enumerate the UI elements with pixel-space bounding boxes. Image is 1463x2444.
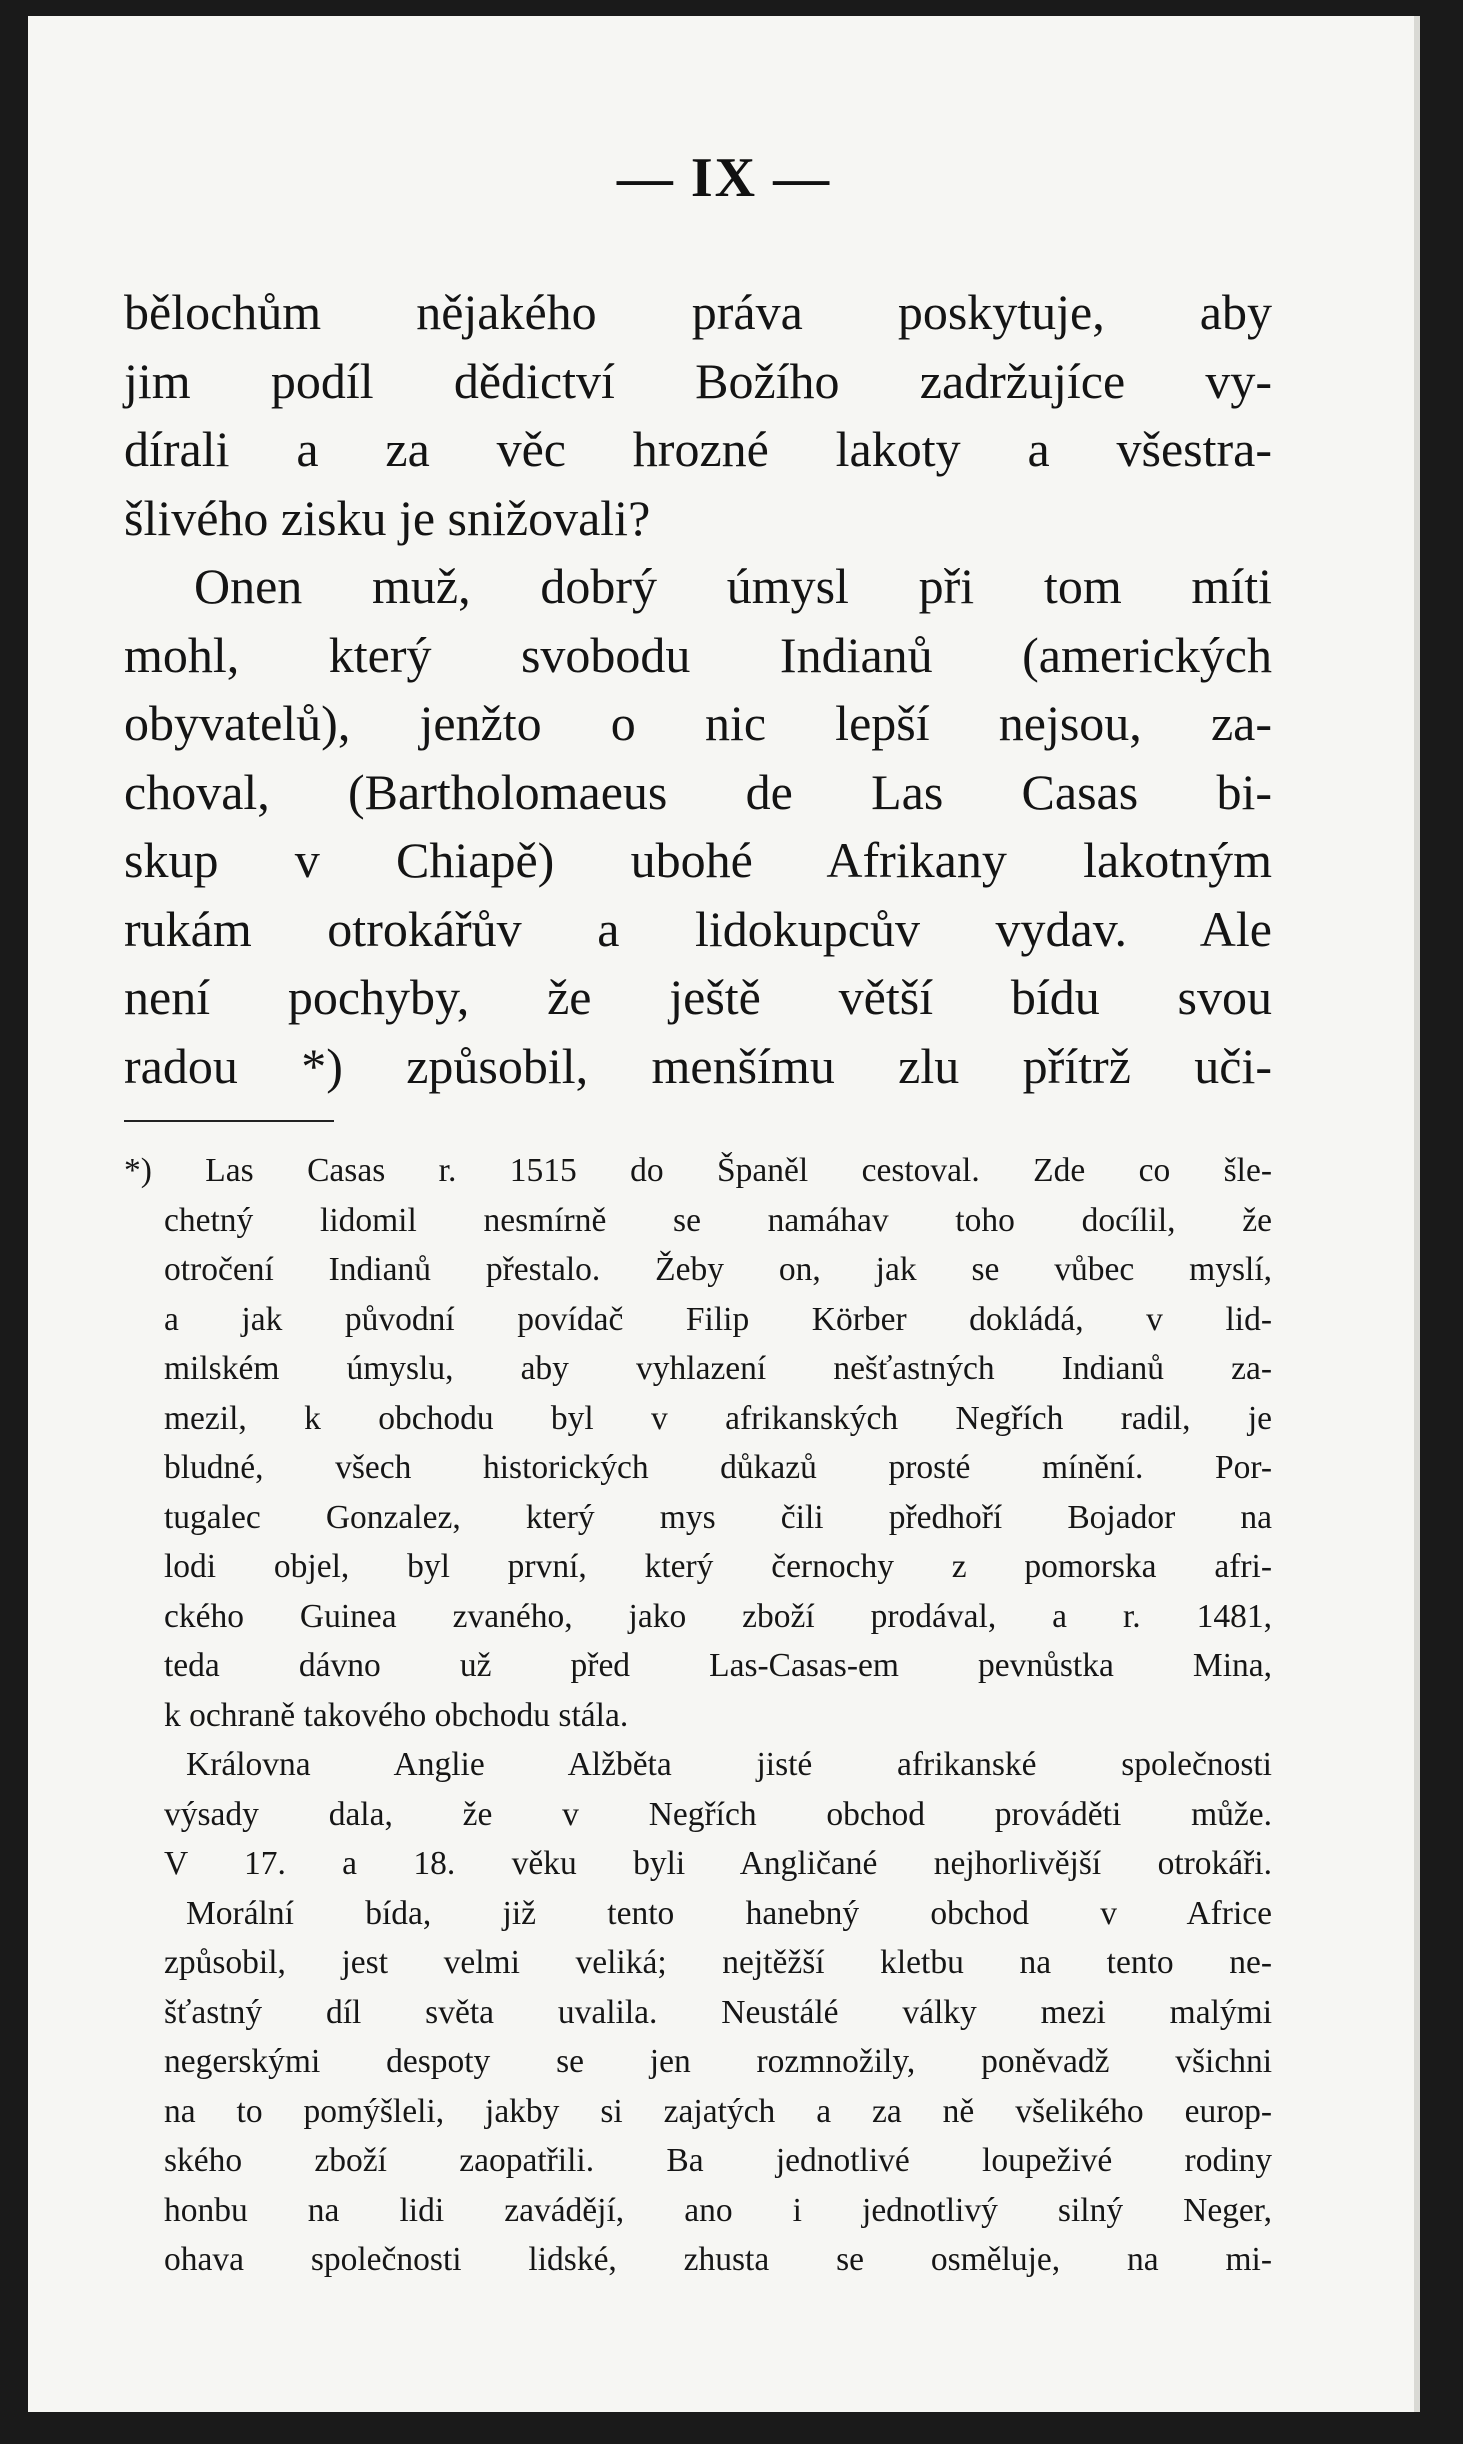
main-line: Onen muž, dobrý úmysl při tom míti bbox=[194, 558, 1272, 614]
footnote-line: ckého Guinea zvaného, jako zboží prodával, a r. 1481, bbox=[164, 1597, 1272, 1635]
footnote-line: V 17. a 18. věku byli Angličané nejhorlivější otrokáři. bbox=[164, 1845, 1272, 1882]
footnote-line: bludné, všech historických důkazů prosté mínění. Por- bbox=[164, 1449, 1272, 1486]
book-page bbox=[28, 16, 1420, 2412]
main-line: radou *) způsobil, menšímu zlu přítrž uči- bbox=[124, 1037, 1272, 1094]
footnote-line: k ochraně takového obchodu stála. bbox=[164, 1696, 629, 1734]
main-line: není pochyby, že ještě větší bídu svou bbox=[124, 969, 1272, 1025]
footnote-line: *) Las Casas r. 1515 do Španěl cestoval. Zde co šle- bbox=[124, 1152, 1272, 1189]
footnote-line: teda dávno už před Las-Casas-em pevnůstka Mina, bbox=[164, 1647, 1272, 1684]
main-line: šlivého zisku je snižovali? bbox=[124, 489, 651, 546]
footnote-line: ohava společnosti lidské, zhusta se osměluje, na mi- bbox=[164, 2241, 1272, 2278]
page-edge bbox=[1414, 16, 1420, 2412]
footnote-line: ského zboží zaopatřili. Ba jednotlivé loupeživé rodiny bbox=[164, 2142, 1272, 2179]
footnote-line: na to pomýšleli, jakby si zajatých a za ně všelikého europ- bbox=[164, 2092, 1272, 2130]
footnote-line: Morální bída, již tento hanebný obchod v Africe bbox=[186, 1894, 1272, 1932]
footnote-line: milském úmyslu, aby vyhlazení nešťastných Indianů za- bbox=[164, 1350, 1272, 1387]
footnote-line: šťastný díl světa uvalila. Neustálé války mezi malými bbox=[164, 1993, 1272, 2031]
footnote-line: negerskými despoty se jen rozmnožily, poněvadž všichni bbox=[164, 2043, 1272, 2080]
footnote-divider bbox=[124, 1120, 334, 1122]
footnote-line: honbu na lidi zavádějí, ano i jednotlivý silný Neger, bbox=[164, 2191, 1272, 2229]
main-line: bělochům nějakého práva poskytuje, aby bbox=[124, 284, 1272, 340]
footnotes bbox=[124, 1146, 1272, 2285]
footnote-line: lodi objel, byl první, který černochy z pomorska afri- bbox=[164, 1548, 1272, 1585]
main-line: choval, (Bartholomaeus de Las Casas bi- bbox=[124, 763, 1272, 820]
main-text bbox=[124, 278, 1272, 1100]
main-line: obyvatelů), jenžto o nic lepší nejsou, za- bbox=[124, 695, 1272, 751]
main-line: dírali a za věc hrozné lakoty a všestra- bbox=[124, 421, 1272, 477]
footnote-line: tugalec Gonzalez, který mys čili předhoří Bojador na bbox=[164, 1498, 1272, 1536]
footnote-line: mezil, k obchodu byl v afrikanských Negřích radil, je bbox=[164, 1399, 1272, 1437]
main-line: skup v Chiapě) ubohé Afrikany lakotným bbox=[124, 832, 1272, 888]
main-line: rukám otrokářův a lidokupcův vydav. Ale bbox=[124, 900, 1272, 957]
footnote-line: chetný lidomil nesmírně se namáhav toho docílil, že bbox=[164, 1201, 1272, 1239]
footnote-line: výsady dala, že v Negřích obchod prováděti může. bbox=[164, 1795, 1272, 1833]
footnote-line: Královna Anglie Alžběta jisté afrikanské společnosti bbox=[186, 1746, 1272, 1783]
main-line: mohl, který svobodu Indianů (amerických bbox=[124, 626, 1272, 683]
footnote-line: otročení Indianů přestalo. Žeby on, jak se vůbec myslí, bbox=[164, 1251, 1272, 1288]
footnote-line: a jak původní povídač Filip Körber dokládá, v lid- bbox=[164, 1300, 1272, 1338]
page-number: — IX — bbox=[616, 147, 832, 209]
footnote-line: způsobil, jest velmi veliká; nejtěžší kletbu na tento ne- bbox=[164, 1944, 1272, 1981]
main-line: jim podíl dědictví Božího zadržujíce vy- bbox=[124, 352, 1272, 409]
